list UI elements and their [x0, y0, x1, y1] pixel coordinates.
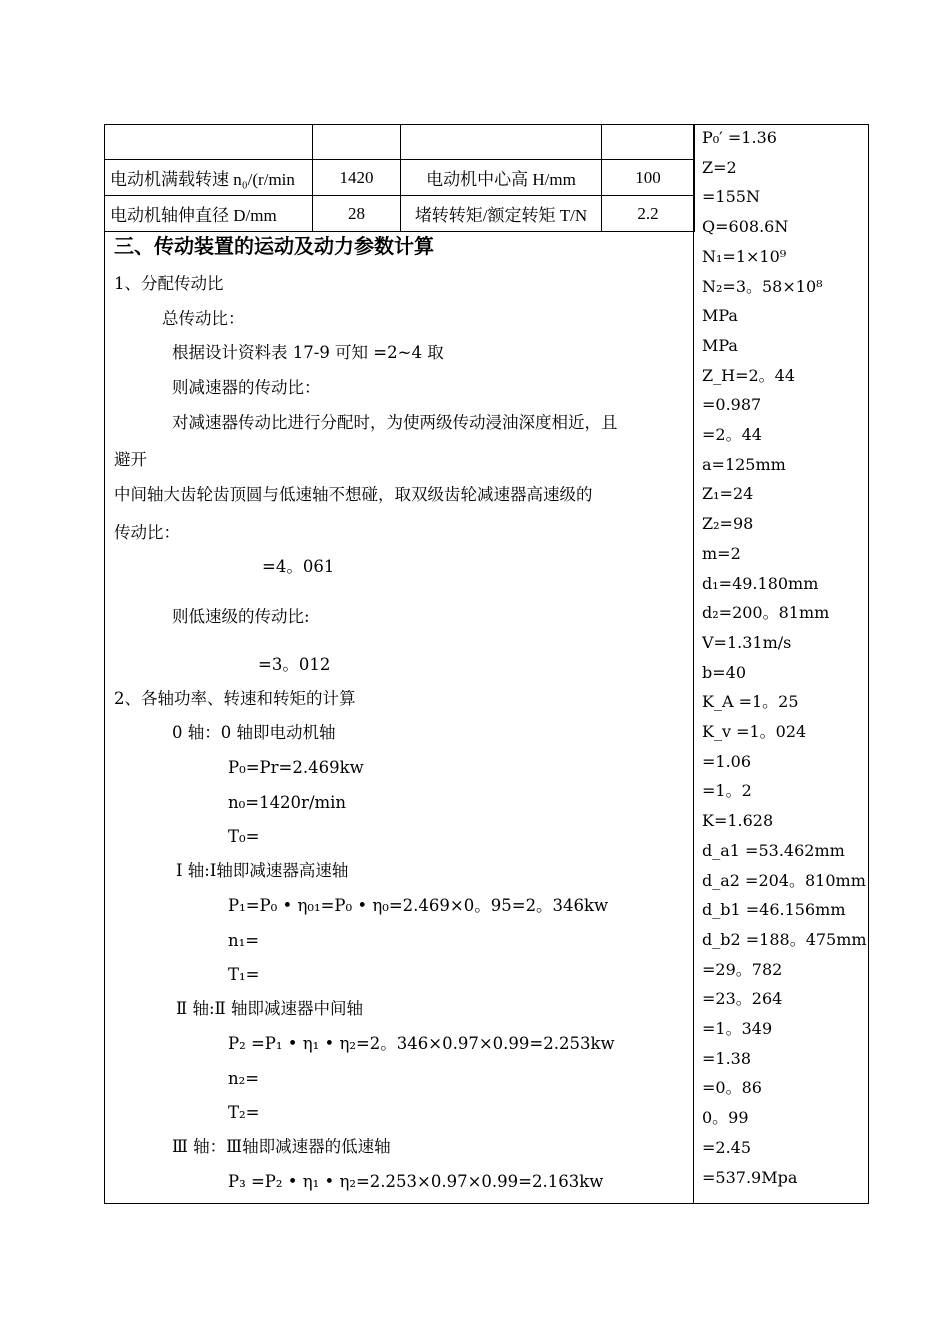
spec-label	[105, 125, 313, 160]
side-note: Z₂=98	[702, 514, 754, 533]
spec-label	[401, 125, 602, 160]
side-note: K_v =1。024	[702, 722, 807, 741]
text-line: 总传动比：	[162, 309, 245, 328]
side-note: d_b1 =46.156mm	[702, 900, 846, 919]
spec-value: 1420	[313, 160, 401, 196]
side-note: d₂=200。81mm	[702, 603, 830, 622]
motor-spec-table	[104, 124, 695, 232]
column-divider	[693, 124, 694, 1204]
side-note: P₀′ =1.36	[702, 128, 777, 147]
axis-title: Ⅰ 轴:Ⅰ轴即减速器高速轴	[176, 861, 349, 880]
formula-line: n₁=	[228, 931, 260, 950]
side-note: =0。86	[702, 1078, 762, 1097]
spec-label: 电动机满载转速 n₀/(r/min	[105, 160, 313, 196]
formula-line: =4。061	[262, 557, 335, 576]
spec-label: 堵转转矩/额定转矩 T/N	[401, 196, 602, 232]
subsection-title: 1、分配传动比	[114, 274, 224, 293]
spec-value	[313, 125, 401, 160]
subsection-title: 2、各轴功率、转速和转矩的计算	[114, 689, 356, 708]
side-note: K_A =1。25	[702, 692, 799, 711]
spec-label: 电动机中心高 H/mm	[401, 160, 602, 196]
side-note: =2.45	[702, 1138, 752, 1157]
table-row	[105, 160, 695, 196]
formula-line: =3。012	[258, 655, 331, 674]
table-row	[105, 125, 695, 160]
spec-value: 28	[313, 196, 401, 232]
axis-title: 0 轴：0 轴即电动机轴	[172, 723, 336, 742]
side-note: a=125mm	[702, 455, 786, 474]
side-note: Q=608.6N	[702, 217, 789, 236]
text-line: 对减速器传动比进行分配时，为使两级传动浸油深度相近，且	[172, 413, 618, 432]
side-note: N₂=3。58×10⁸	[702, 277, 823, 296]
formula-line: P₁=P₀ • η₀₁=P₀ • η₀=2.469×0。95=2。346kw	[228, 896, 609, 915]
text-line: 传动比：	[114, 523, 180, 542]
side-note: m=2	[702, 544, 741, 563]
side-note: =155N	[702, 187, 760, 206]
side-note: V=1.31m/s	[702, 633, 792, 652]
side-note: b=40	[702, 663, 747, 682]
spec-value: 100	[602, 160, 695, 196]
side-note: =0.987	[702, 395, 762, 414]
side-note: 0。99	[702, 1108, 749, 1127]
text-line: 则减速器的传动比：	[172, 378, 321, 397]
section-heading: 三、传动装置的运动及动力参数计算	[114, 236, 434, 258]
text-line: 根据设计资料表 17-9 可知 =2~4 取	[172, 343, 444, 362]
side-note: =1.38	[702, 1049, 752, 1068]
side-note: =537.9Mpa	[702, 1168, 798, 1187]
table-row	[105, 196, 695, 232]
side-note: =23。264	[702, 989, 783, 1008]
side-note: =1。349	[702, 1019, 773, 1038]
side-note: =29。782	[702, 960, 783, 979]
spec-value	[602, 125, 695, 160]
formula-line: P₃ =P₂ • η₁ • η₂=2.253×0.97×0.99=2.163kw	[228, 1172, 604, 1191]
spec-value: 2.2	[602, 196, 695, 232]
side-note: =1。2	[702, 781, 752, 800]
formula-line: T₂=	[228, 1103, 260, 1122]
side-note: Z₁=24	[702, 484, 754, 503]
spec-label: 电动机轴伸直径 D/mm	[105, 196, 313, 232]
side-note: d_a1 =53.462mm	[702, 841, 845, 860]
side-note: MPa	[702, 336, 738, 355]
formula-line: n₀=1420r/min	[228, 793, 347, 812]
side-note: d_a2 =204。810mm	[702, 871, 866, 890]
axis-title: Ⅱ 轴:Ⅱ 轴即减速器中间轴	[176, 999, 363, 1018]
side-note: K=1.628	[702, 811, 774, 830]
text-line: 避开	[114, 450, 147, 469]
side-note: Z_H=2。44	[702, 366, 796, 385]
side-note: N₁=1×10⁹	[702, 247, 787, 266]
formula-line: T₁=	[228, 965, 260, 984]
text-line: 则低速级的传动比:	[172, 607, 310, 626]
text-line: 中间轴大齿轮齿顶圆与低速轴不想碰，取双级齿轮减速器高速级的	[114, 485, 593, 504]
formula-line: P₂ =P₁ • η₁ • η₂=2。346×0.97×0.99=2.253kw	[228, 1034, 615, 1053]
side-note: =1.06	[702, 752, 752, 771]
side-note: =2。44	[702, 425, 762, 444]
side-note: MPa	[702, 306, 738, 325]
side-note: d₁=49.180mm	[702, 574, 819, 593]
axis-title: Ⅲ 轴：Ⅲ轴即减速器的低速轴	[172, 1137, 391, 1156]
formula-line: P₀=Pr=2.469kw	[228, 758, 364, 777]
side-note: Z=2	[702, 158, 737, 177]
formula-line: T₀=	[228, 827, 260, 846]
side-note: d_b2 =188。475mm	[702, 930, 867, 949]
formula-line: n₂=	[228, 1069, 260, 1088]
